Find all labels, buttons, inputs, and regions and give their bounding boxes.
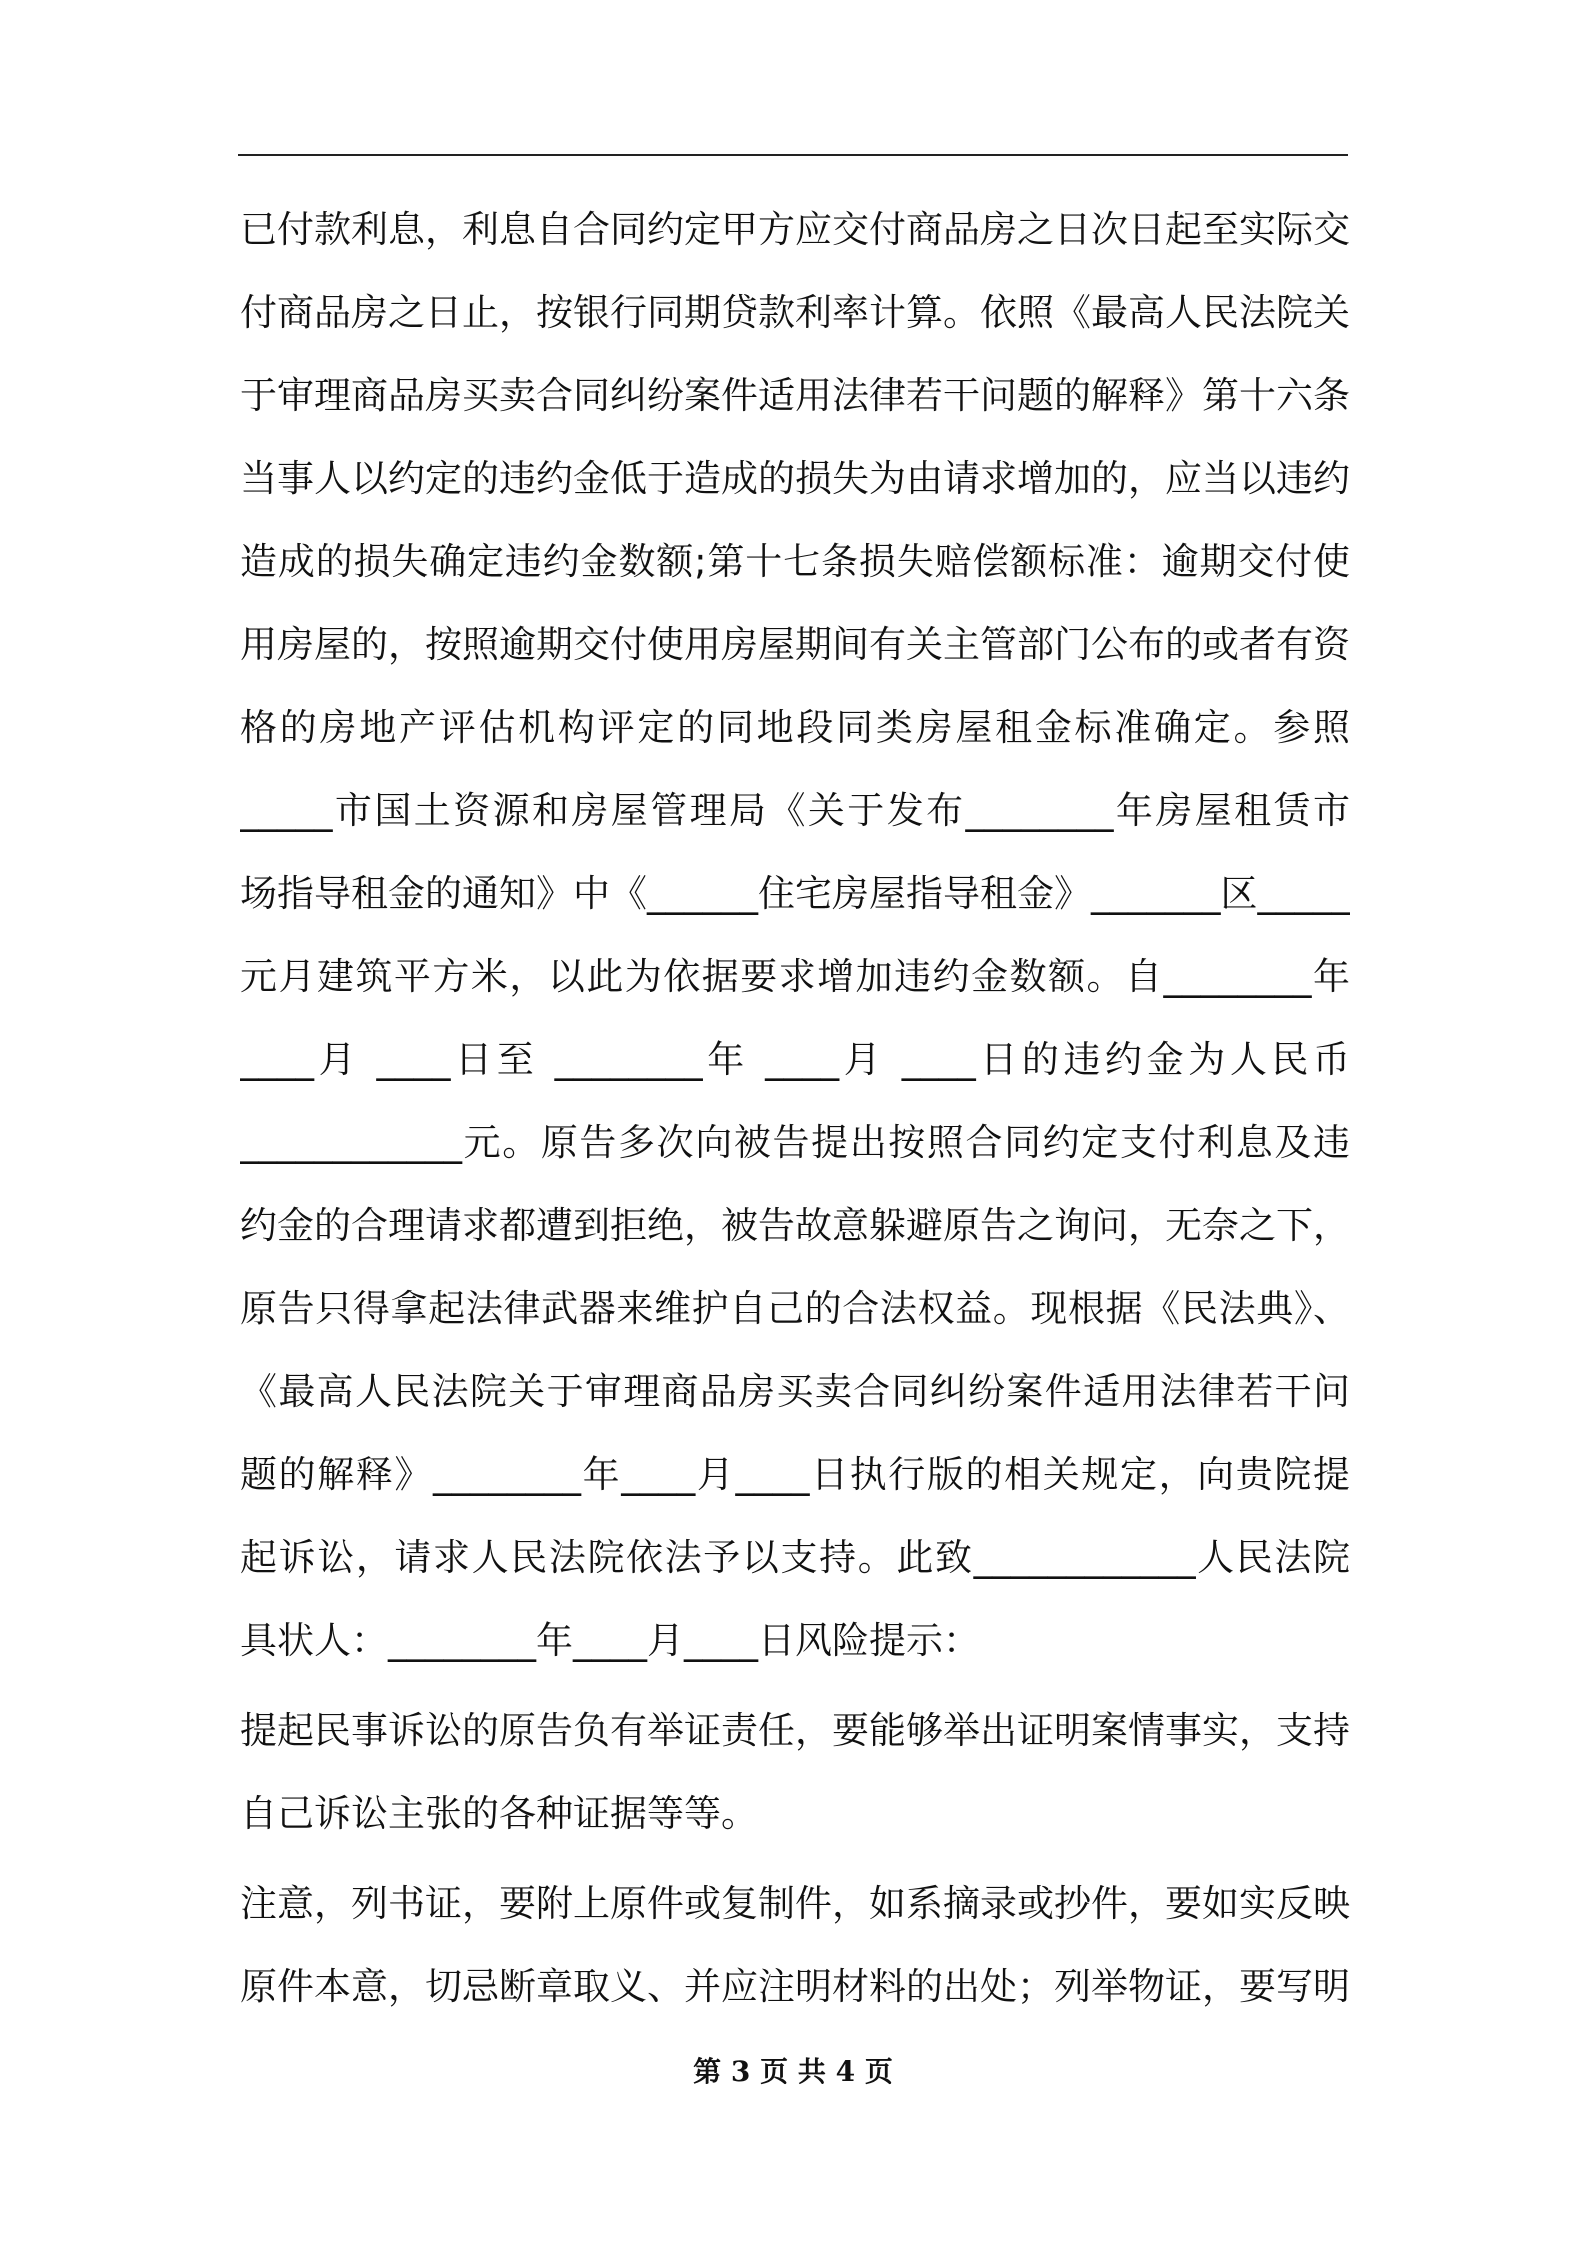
page-number: 第 3 页 共 4 页	[693, 2055, 893, 2088]
text-line: ____________元。原告多次向被告提出按照合同约定支付利息及违	[240, 1121, 1350, 1164]
text-line: _____市国土资源和房屋管理局《关于发布________年房屋租赁市	[240, 789, 1350, 832]
text-line: 原告只得拿起法律武器来维护自己的合法权益。现根据《民法典》、	[240, 1287, 1350, 1330]
text-line: 《最高人民法院关于审理商品房买卖合同纠纷案件适用法律若干问	[240, 1370, 1350, 1413]
text-line: 造成的损失确定违约金数额;第十七条损失赔偿额标准：逾期交付使	[240, 540, 1350, 583]
text-line: 注意，列书证，要附上原件或复制件，如系摘录或抄件，要如实反映	[240, 1882, 1350, 1925]
text-line: 自己诉讼主张的各种证据等等。	[240, 1792, 758, 1835]
text-line: 具状人：________年____月____日风险提示：	[240, 1619, 980, 1662]
header-rule	[238, 154, 1348, 156]
text-line: 提起民事诉讼的原告负有举证责任，要能够举出证明案情事实，支持	[240, 1709, 1350, 1752]
text-line: 付商品房之日止，按银行同期贷款利率计算。依照《最高人民法院关	[240, 291, 1350, 334]
text-line: 起诉讼，请求人民法院依法予以支持。此致____________人民法院	[240, 1536, 1350, 1579]
text-line: 用房屋的，按照逾期交付使用房屋期间有关主管部门公布的或者有资	[240, 623, 1350, 666]
text-line: ____月 ____日至 ________年 ____月 ____日的违约金为人民币	[240, 1038, 1350, 1081]
text-line: 场指导租金的通知》中《______住宅房屋指导租金》_______区_____	[240, 872, 1350, 915]
text-line: 已付款利息，利息自合同约定甲方应交付商品房之日次日起至实际交	[240, 208, 1350, 251]
text-line: 约金的合理请求都遭到拒绝，被告故意躲避原告之询问，无奈之下，	[240, 1204, 1350, 1247]
text-line: 题的解释》________年____月____日执行版的相关规定，向贵院提	[240, 1453, 1350, 1496]
text-line: 原件本意，切忌断章取义、并应注明材料的出处；列举物证，要写明	[240, 1965, 1350, 2008]
text-line: 元月建筑平方米，以此为依据要求增加违约金数额。自________年	[240, 955, 1350, 998]
text-line: 格的房地产评估机构评定的同地段同类房屋租金标准确定。参照	[240, 706, 1350, 749]
text-line: 于审理商品房买卖合同纠纷案件适用法律若干问题的解释》第十六条	[240, 374, 1350, 417]
text-line: 当事人以约定的违约金低于造成的损失为由请求增加的，应当以违约	[240, 457, 1350, 500]
